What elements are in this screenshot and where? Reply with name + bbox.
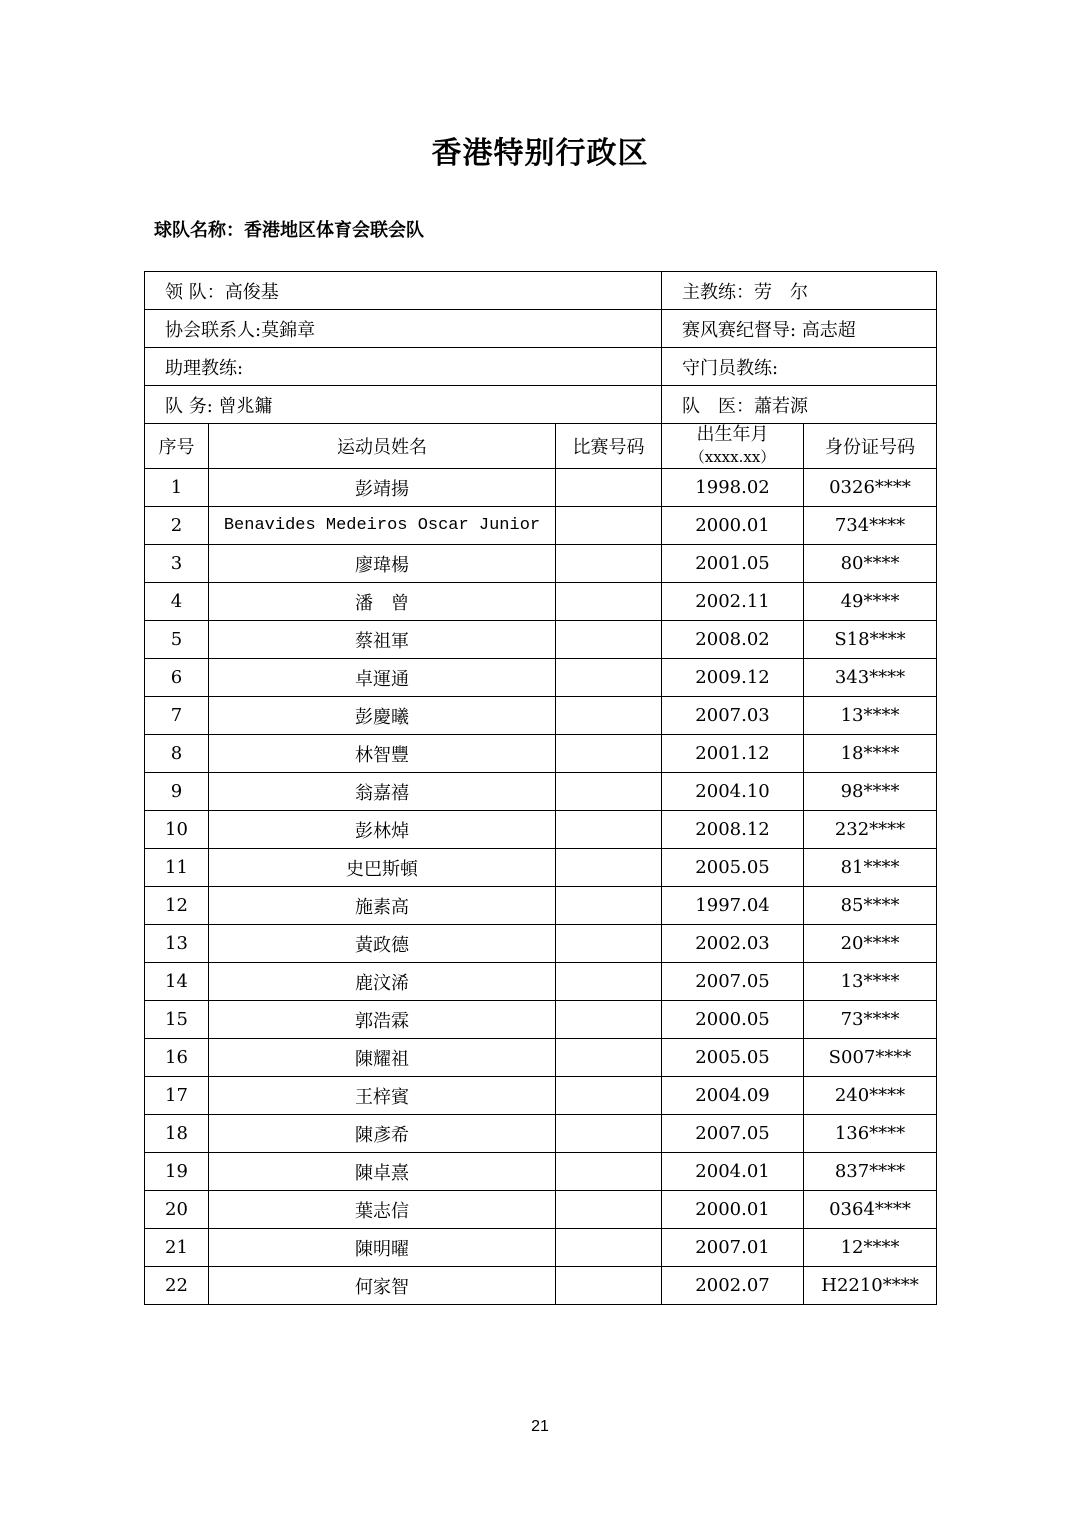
header-row — [145, 424, 937, 469]
player-birth: 2000.01 — [662, 1191, 804, 1229]
player-seq: 6 — [145, 659, 209, 697]
player-name: 彭慶曦 — [209, 697, 556, 735]
player-name: 陳彥希 — [209, 1115, 556, 1153]
player-id: 80**** — [804, 545, 937, 583]
player-name: 施素高 — [209, 887, 556, 925]
player-number — [556, 1115, 662, 1153]
player-seq: 8 — [145, 735, 209, 773]
player-number — [556, 811, 662, 849]
staff-right-cell: 守门员教练: — [662, 348, 937, 386]
player-seq: 10 — [145, 811, 209, 849]
player-id: 734**** — [804, 507, 937, 545]
player-number — [556, 1039, 662, 1077]
player-name: 翁嘉禧 — [209, 773, 556, 811]
table-row — [145, 925, 937, 963]
player-id: 20**** — [804, 925, 937, 963]
table-row — [145, 735, 937, 773]
table-row — [145, 1039, 937, 1077]
player-number — [556, 469, 662, 507]
player-seq: 21 — [145, 1229, 209, 1267]
player-birth: 2009.12 — [662, 659, 804, 697]
player-number — [556, 1267, 662, 1305]
table-row — [145, 697, 937, 735]
player-seq: 5 — [145, 621, 209, 659]
player-seq: 12 — [145, 887, 209, 925]
staff-right-cell: 主教练：劳 尔 — [662, 272, 937, 310]
header-name: 运动员姓名 — [209, 424, 556, 469]
header-section — [145, 424, 937, 469]
player-birth: 2004.10 — [662, 773, 804, 811]
table-row — [145, 583, 937, 621]
player-id: 73**** — [804, 1001, 937, 1039]
player-birth: 2008.02 — [662, 621, 804, 659]
player-number — [556, 773, 662, 811]
player-seq: 1 — [145, 469, 209, 507]
player-seq: 3 — [145, 545, 209, 583]
player-seq: 15 — [145, 1001, 209, 1039]
staff-left-cell: 队 务: 曾兆鏞 — [145, 386, 662, 424]
player-seq: 16 — [145, 1039, 209, 1077]
player-birth: 2002.03 — [662, 925, 804, 963]
staff-left-cell: 领 队：高俊基 — [145, 272, 662, 310]
player-number — [556, 1191, 662, 1229]
player-seq: 20 — [145, 1191, 209, 1229]
player-birth: 2007.03 — [662, 697, 804, 735]
player-seq: 14 — [145, 963, 209, 1001]
table-row — [145, 1115, 937, 1153]
player-seq: 19 — [145, 1153, 209, 1191]
player-id: 12**** — [804, 1229, 937, 1267]
table-row — [145, 1153, 937, 1191]
table-row — [145, 849, 937, 887]
player-name: 鹿汶浠 — [209, 963, 556, 1001]
header-birth-label: 出生年月 — [696, 424, 769, 445]
staff-row — [145, 386, 937, 424]
player-name: 蔡祖軍 — [209, 621, 556, 659]
player-name: 陳耀祖 — [209, 1039, 556, 1077]
player-name: 王梓賓 — [209, 1077, 556, 1115]
player-number — [556, 1229, 662, 1267]
player-section — [145, 469, 937, 1305]
player-id: 837**** — [804, 1153, 937, 1191]
team-name: 球队名称：香港地区体育会联会队 — [154, 220, 424, 241]
table-row — [145, 773, 937, 811]
table-row — [145, 545, 937, 583]
player-id: 0364**** — [804, 1191, 937, 1229]
player-name: 史巴斯頓 — [209, 849, 556, 887]
player-id: 98**** — [804, 773, 937, 811]
staff-left-cell: 协会联系人:莫錦章 — [145, 310, 662, 348]
player-seq: 9 — [145, 773, 209, 811]
player-name: Benavides Medeiros Oscar Junior — [209, 507, 556, 545]
player-birth: 1998.02 — [662, 469, 804, 507]
player-birth: 2004.09 — [662, 1077, 804, 1115]
player-birth: 2007.01 — [662, 1229, 804, 1267]
player-id: H2210**** — [804, 1267, 937, 1305]
player-birth: 2001.12 — [662, 735, 804, 773]
staff-row — [145, 310, 937, 348]
page-title: 香港特别行政区 — [431, 136, 649, 171]
player-id: S18**** — [804, 621, 937, 659]
player-name: 何家智 — [209, 1267, 556, 1305]
player-id: 18**** — [804, 735, 937, 773]
player-birth: 2008.12 — [662, 811, 804, 849]
player-birth: 2007.05 — [662, 963, 804, 1001]
staff-section — [145, 272, 937, 424]
table-row — [145, 1077, 937, 1115]
table-row — [145, 811, 937, 849]
header-birth — [662, 424, 804, 469]
player-name: 葉志信 — [209, 1191, 556, 1229]
player-number — [556, 925, 662, 963]
page-number: 21 — [531, 1418, 549, 1435]
player-seq: 18 — [145, 1115, 209, 1153]
staff-row — [145, 272, 937, 310]
player-id: 343**** — [804, 659, 937, 697]
table-row — [145, 1191, 937, 1229]
player-birth: 1997.04 — [662, 887, 804, 925]
player-name: 黃政德 — [209, 925, 556, 963]
player-name: 林智豐 — [209, 735, 556, 773]
table-row — [145, 1001, 937, 1039]
player-id: 240**** — [804, 1077, 937, 1115]
player-name: 陳明曜 — [209, 1229, 556, 1267]
header-id: 身份证号码 — [804, 424, 937, 469]
table-row — [145, 887, 937, 925]
player-seq: 2 — [145, 507, 209, 545]
player-id: 49**** — [804, 583, 937, 621]
player-id: 232**** — [804, 811, 937, 849]
player-birth: 2001.05 — [662, 545, 804, 583]
player-number — [556, 545, 662, 583]
table-row — [145, 659, 937, 697]
player-name: 彭靖揚 — [209, 469, 556, 507]
player-number — [556, 659, 662, 697]
player-id: S007**** — [804, 1039, 937, 1077]
player-seq: 4 — [145, 583, 209, 621]
player-birth: 2002.07 — [662, 1267, 804, 1305]
player-birth: 2007.05 — [662, 1115, 804, 1153]
header-birth-format: （xxxx.xx） — [689, 448, 776, 466]
table-row — [145, 507, 937, 545]
player-number — [556, 887, 662, 925]
player-name: 卓運通 — [209, 659, 556, 697]
player-name: 郭浩霖 — [209, 1001, 556, 1039]
player-number — [556, 735, 662, 773]
staff-left-cell: 助理教练: — [145, 348, 662, 386]
table-row — [145, 1229, 937, 1267]
player-number — [556, 1153, 662, 1191]
player-birth: 2002.11 — [662, 583, 804, 621]
player-name: 彭林焯 — [209, 811, 556, 849]
table-row — [145, 469, 937, 507]
player-id: 85**** — [804, 887, 937, 925]
table-row — [145, 963, 937, 1001]
roster-table — [144, 271, 937, 1305]
player-birth: 2005.05 — [662, 1039, 804, 1077]
player-number — [556, 621, 662, 659]
player-number — [556, 697, 662, 735]
player-number — [556, 507, 662, 545]
player-id: 136**** — [804, 1115, 937, 1153]
player-seq: 7 — [145, 697, 209, 735]
player-birth: 2004.01 — [662, 1153, 804, 1191]
player-seq: 11 — [145, 849, 209, 887]
staff-right-cell: 队 医：蕭若源 — [662, 386, 937, 424]
player-number — [556, 583, 662, 621]
table-row — [145, 1267, 937, 1305]
player-birth: 2000.05 — [662, 1001, 804, 1039]
table-row — [145, 621, 937, 659]
player-birth: 2005.05 — [662, 849, 804, 887]
player-name: 廖瑋楊 — [209, 545, 556, 583]
player-id: 81**** — [804, 849, 937, 887]
player-birth: 2000.01 — [662, 507, 804, 545]
player-id: 13**** — [804, 963, 937, 1001]
player-name: 潘 曾 — [209, 583, 556, 621]
player-number — [556, 963, 662, 1001]
player-seq: 17 — [145, 1077, 209, 1115]
player-name: 陳卓熹 — [209, 1153, 556, 1191]
player-seq: 22 — [145, 1267, 209, 1305]
player-seq: 13 — [145, 925, 209, 963]
player-number — [556, 849, 662, 887]
player-number — [556, 1001, 662, 1039]
player-id: 13**** — [804, 697, 937, 735]
staff-row — [145, 348, 937, 386]
player-id: 0326**** — [804, 469, 937, 507]
header-seq: 序号 — [145, 424, 209, 469]
staff-right-cell: 赛风赛纪督导: 高志超 — [662, 310, 937, 348]
header-number: 比赛号码 — [556, 424, 662, 469]
player-number — [556, 1077, 662, 1115]
